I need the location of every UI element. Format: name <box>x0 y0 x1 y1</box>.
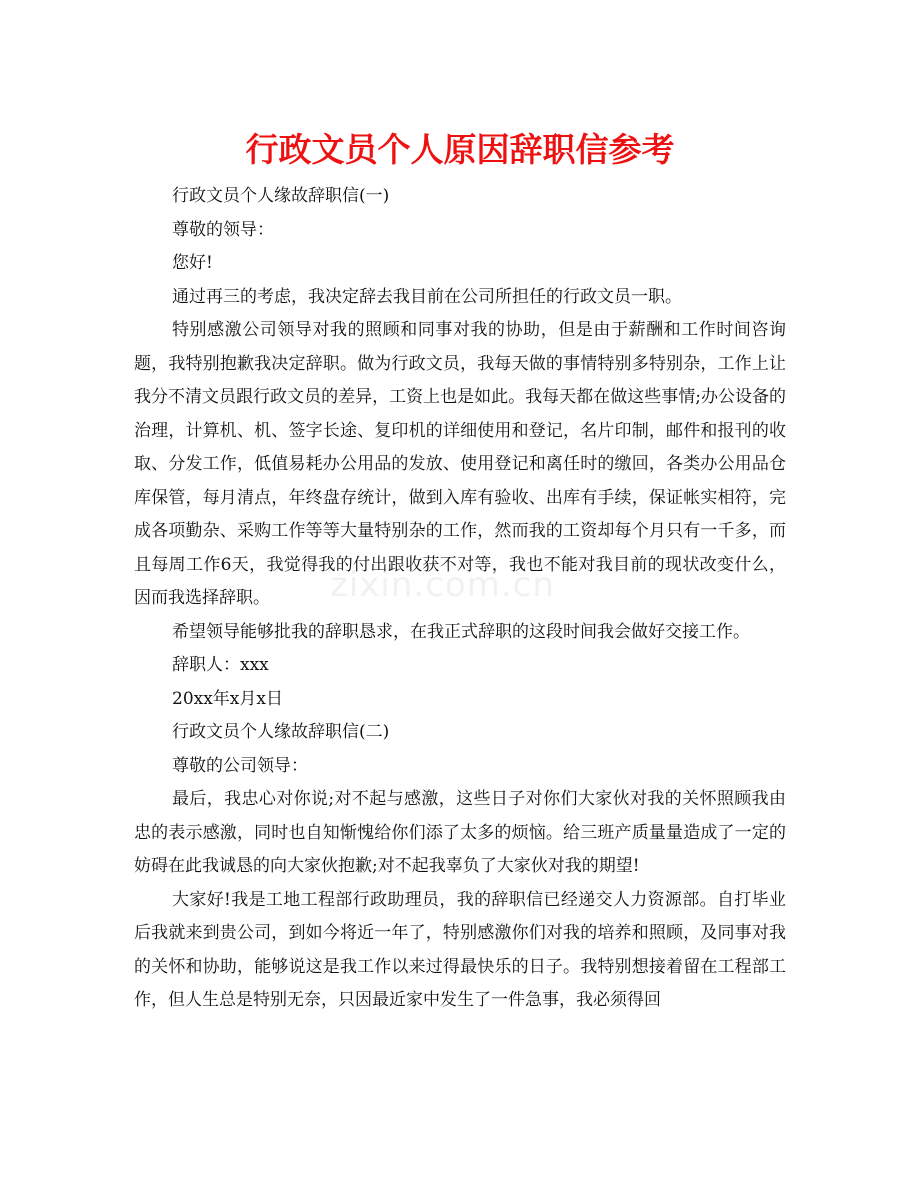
letter1-heading: 行政文员个人缘故辞职信(一) <box>172 186 390 206</box>
letter1-salutation: 尊敬的领导： <box>172 219 274 240</box>
watermark: zixin.com.cn <box>330 565 555 605</box>
letter2-paragraph-2: 大家好!我是工地工程部行政助理员，我的辞职信已经递交人力资源部。自打毕业后我就来到贵公司，到如今将近一年了，特别感激你们对我的培养和照顾，及同事对我的关怀和协助，能够说这是我工作以来过得最快乐的日子。我特别想接着留在工程部工作，但人生总是特别无奈，只因最近家中发生了一件急事，我必须得回 <box>134 889 786 1010</box>
document-title: 行政文员个人原因辞职信参考 <box>245 130 675 169</box>
letter1-paragraph-2: 特别感激公司领导对我的照顾和同事对我的协助，但是由于薪酬和工作时间咨询题，我特别抱歉我决定辞职。做为行政文员，我每天做的事情特别多特别杂，工作上让我分不清文员跟行政文员的差异，工资上也是如此。我每天都在做这些事情;办公设备的治理，计算机、机、签字长途、复印机的详细使用和登记，名片印制，邮件和报刊的收取、分发工作，低值易耗办公用品的发放、使用登记和离任时的缴回，各类办公用品仓库保管，每月清点，年终盘存统计，做到入库有验收、出库有手续，保证帐实相符，完成各项勤杂、采购工作等等大量特别杂的工作，然而我的工资却每个月只有一千多，而且每周工作6天，我觉得我的付出跟收获不对等，我也不能对我目前的现状改变什么，因而我选择辞职。 <box>134 320 786 608</box>
letter2-paragraph-1: 最后，我忠心对你说;对不起与感激，这些日子对你们大家伙对我的关怀照顾我由忠的表示感激，同时也自知惭愧给你们添了太多的烦恼。给三班产质量量造成了一定的妨碍在此我诚恳的向大家伙抱歉;对不起我辜负了大家伙对我的期望! <box>134 789 786 876</box>
letter1-greeting: 您好! <box>172 253 213 273</box>
letter2-salutation: 尊敬的公司领导： <box>172 755 308 776</box>
letter2-heading: 行政文员个人缘故辞职信(二) <box>172 722 390 742</box>
document-body <box>134 180 786 1018</box>
letter1-paragraph-1: 通过再三的考虑，我决定辞去我目前在公司所担任的行政文员一职。 <box>172 286 682 307</box>
letter1-date: 20xx年x月x日 <box>172 688 283 709</box>
letter1-signer: 辞职人：xxx <box>172 655 269 675</box>
letter1-paragraph-3: 希望领导能够批我的辞职恳求，在我正式辞职的这段时间我会做好交接工作。 <box>172 621 750 642</box>
